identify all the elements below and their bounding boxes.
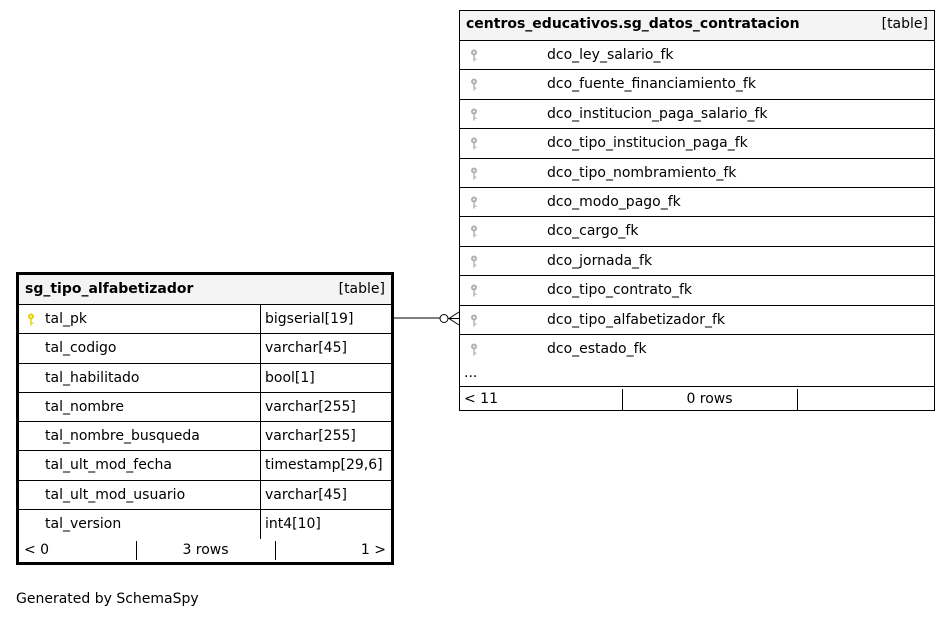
key-icon xyxy=(470,343,478,357)
column-type: varchar[255] xyxy=(265,398,356,415)
key-icon xyxy=(470,137,478,151)
column-name: dco_ley_salario_fk xyxy=(547,47,674,63)
table-row[interactable] xyxy=(19,422,391,451)
column-name: dco_tipo_nombramiento_fk xyxy=(547,164,737,181)
table-row[interactable] xyxy=(460,276,934,305)
footer-prev[interactable]: < 0 xyxy=(24,542,50,559)
table-row[interactable] xyxy=(460,129,934,158)
key-icon xyxy=(470,49,478,63)
key-icon xyxy=(470,225,478,239)
table-row[interactable] xyxy=(19,364,391,393)
column-name: dco_fuente_financiamiento_fk xyxy=(547,76,756,93)
column-name: tal_ult_mod_fecha xyxy=(45,457,172,474)
column-name: dco_estado_fk xyxy=(547,340,647,357)
column-type: varchar[45] xyxy=(265,340,347,357)
column-name: tal_habilitado xyxy=(45,369,140,386)
table-row[interactable] xyxy=(460,306,934,335)
column-type: bool[1] xyxy=(265,369,315,386)
table-footer xyxy=(460,387,934,412)
table-sg-datos-contratacion[interactable] xyxy=(459,10,935,411)
table-row[interactable] xyxy=(460,335,934,364)
table-row[interactable] xyxy=(19,510,391,539)
key-icon xyxy=(470,284,478,298)
ellipsis: ... xyxy=(464,365,478,382)
footer-prev[interactable]: < 11 xyxy=(464,391,498,408)
key-icon xyxy=(470,167,478,181)
column-name: dco_modo_pago_fk xyxy=(547,193,681,210)
key-icon xyxy=(470,78,478,92)
crowfoot-prong-top xyxy=(449,312,459,319)
table-row[interactable] xyxy=(460,217,934,246)
table-row[interactable] xyxy=(460,159,934,188)
column-type: timestamp[29,6] xyxy=(265,457,383,474)
column-name: dco_tipo_institucion_paga_fk xyxy=(547,135,748,152)
table-name: sg_tipo_alfabetizador xyxy=(25,281,194,297)
table-row[interactable] xyxy=(460,41,934,70)
crowfoot-prong-bottom xyxy=(449,319,459,326)
generated-by-label: Generated by SchemaSpy xyxy=(16,591,199,607)
column-name: dco_jornada_fk xyxy=(547,252,653,269)
table-row[interactable] xyxy=(19,393,391,422)
table-tag: [table] xyxy=(881,16,928,32)
column-type: bigserial[19] xyxy=(265,311,354,327)
column-name: tal_version xyxy=(45,516,122,533)
footer-rows: 0 rows xyxy=(686,391,733,408)
table-tag: [table] xyxy=(338,281,385,297)
column-name: tal_pk xyxy=(45,311,87,327)
crowfoot-zero-circle xyxy=(440,315,448,323)
table-header[interactable] xyxy=(19,275,391,305)
key-icon xyxy=(470,255,478,269)
table-row[interactable] xyxy=(460,188,934,217)
column-name: dco_cargo_fk xyxy=(547,223,639,240)
table-row[interactable] xyxy=(19,305,391,334)
column-type: varchar[45] xyxy=(265,486,347,503)
footer-next[interactable]: 1 > xyxy=(360,542,386,559)
more-columns-row xyxy=(460,364,934,387)
table-sg-tipo-alfabetizador[interactable] xyxy=(16,272,394,565)
column-name: dco_tipo_contrato_fk xyxy=(547,282,693,299)
table-row[interactable] xyxy=(460,70,934,99)
column-name: tal_nombre xyxy=(45,398,124,415)
table-footer xyxy=(19,539,391,562)
key-icon xyxy=(470,108,478,122)
column-type: int4[10] xyxy=(265,516,321,533)
table-name: centros_educativos.sg_datos_contratacion xyxy=(466,16,800,32)
table-row[interactable] xyxy=(19,334,391,363)
footer-rows: 3 rows xyxy=(182,542,229,559)
column-name: dco_institucion_paga_salario_fk xyxy=(547,105,768,122)
column-name: tal_codigo xyxy=(45,340,117,357)
column-name: tal_nombre_busqueda xyxy=(45,428,200,445)
key-icon xyxy=(470,314,478,328)
key-icon xyxy=(27,313,35,327)
table-row[interactable] xyxy=(19,451,391,480)
column-type: varchar[255] xyxy=(265,428,356,445)
table-row[interactable] xyxy=(460,247,934,276)
column-name: dco_tipo_alfabetizador_fk xyxy=(547,311,726,328)
column-name: tal_ult_mod_usuario xyxy=(45,486,186,503)
key-icon xyxy=(470,196,478,210)
table-header[interactable] xyxy=(460,11,934,41)
table-row[interactable] xyxy=(460,100,934,129)
table-row[interactable] xyxy=(19,481,391,510)
